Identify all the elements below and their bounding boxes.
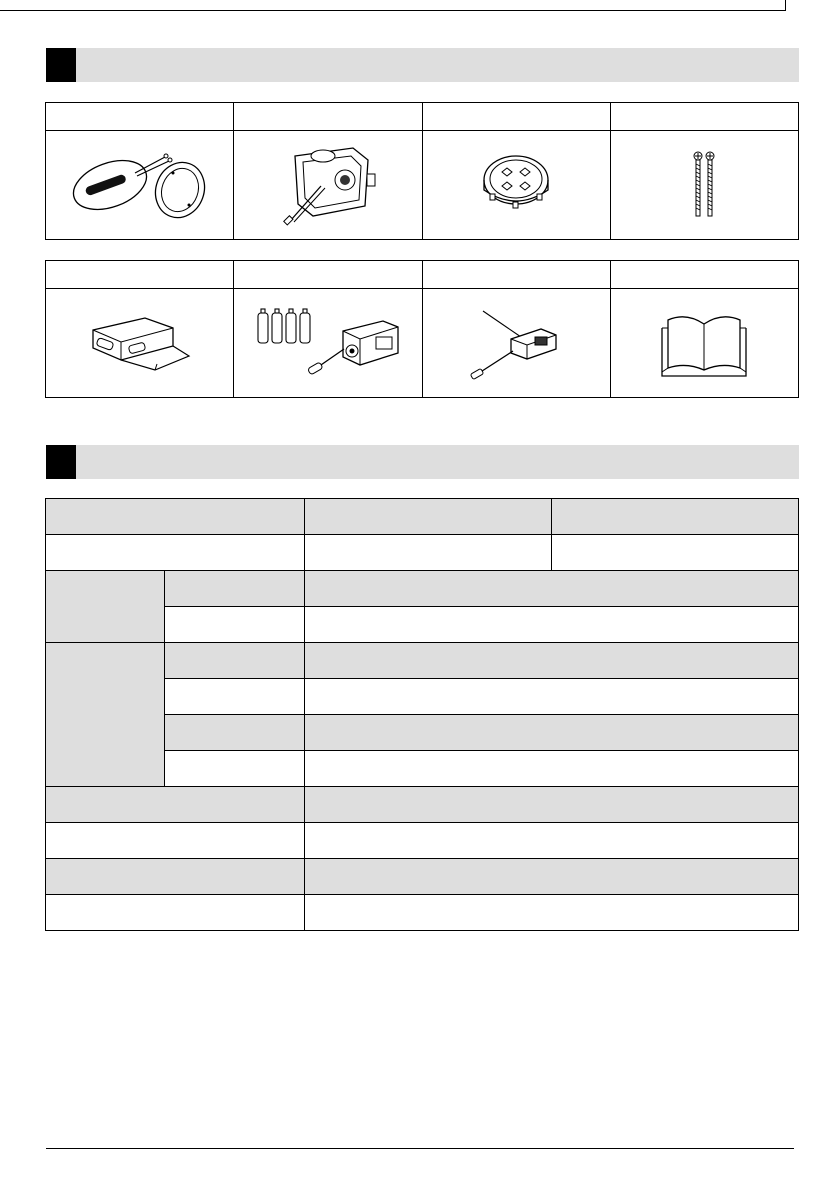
spec-label [164,643,304,679]
spec-label [46,895,305,931]
accessories-table-row-1 [45,102,799,240]
part-label [46,103,234,131]
part-label [422,103,610,131]
section-header-accessories [46,48,799,82]
sensor-plate-cell [46,131,234,240]
top-border [0,0,786,11]
sensor-plate-icon [65,145,215,225]
spec-value [304,823,798,859]
spec-label [164,715,304,751]
spec-value [304,895,798,931]
spec-label [46,823,305,859]
part-label [422,261,610,289]
spec-label [164,571,304,607]
part-label [234,103,422,131]
spec-value [304,607,798,643]
footer-rule [46,1148,794,1149]
accessories-table-row-2 [45,260,799,398]
section-header-specifications [46,445,799,479]
manual-cell [610,289,798,398]
transformer-cell [46,289,234,398]
manual-book-icon [654,306,754,381]
spec-label [164,679,304,715]
part-label [610,103,798,131]
cover-cell [422,131,610,240]
specifications-table [45,498,799,931]
spec-value [304,751,798,787]
part-label [610,261,798,289]
control-box-icon [273,138,383,233]
spec-value [304,787,798,823]
battery-box-icon [248,303,408,383]
spec-value [304,679,798,715]
section-number-box [46,445,76,479]
battery-box-cell [234,289,422,398]
spec-label [46,859,305,895]
section-number-box [46,48,76,82]
part-label [46,261,234,289]
spec-header-cell [304,499,552,535]
screws-icon [684,150,724,220]
power-adapter-cell [422,289,610,398]
transformer-icon [85,308,195,378]
power-adapter-icon [461,303,571,383]
spec-cell [304,535,552,571]
spec-cell [46,535,305,571]
part-label [234,261,422,289]
control-box-cell [234,131,422,240]
spec-value [304,859,798,895]
spec-value [304,643,798,679]
spec-group-label [46,643,165,787]
screws-cell [610,131,798,240]
spec-cell [552,535,799,571]
spec-value [304,715,798,751]
spec-label [46,787,305,823]
spec-value [304,571,798,607]
spec-label [164,751,304,787]
spec-header-cell [46,499,305,535]
spec-header-cell [552,499,799,535]
spec-group-label [46,571,165,643]
cover-icon [476,150,556,220]
spec-label [164,607,304,643]
